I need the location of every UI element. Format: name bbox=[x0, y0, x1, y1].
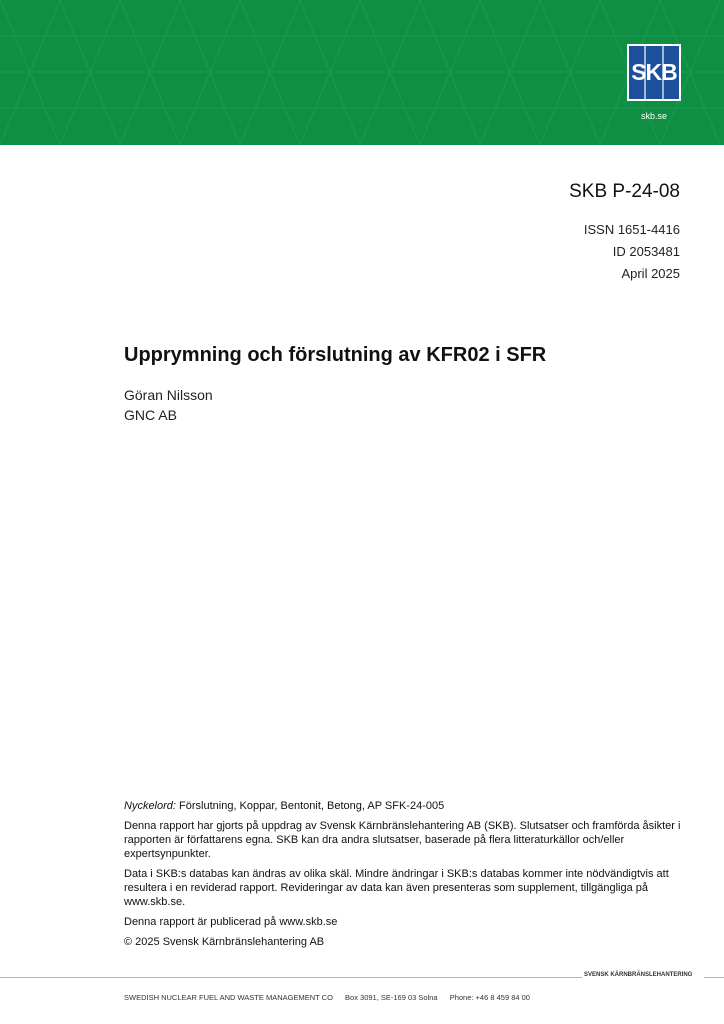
logo-url[interactable]: skb.se bbox=[640, 111, 667, 121]
author-name: Göran Nilsson bbox=[124, 387, 213, 403]
report-date: April 2025 bbox=[621, 266, 680, 281]
header-band bbox=[0, 0, 724, 145]
postal-address: Box 3091, SE-169 03 Solna bbox=[345, 993, 438, 1002]
skb-logo-mark bbox=[629, 46, 679, 99]
report-meta bbox=[584, 222, 680, 288]
bottom-divider bbox=[0, 977, 582, 978]
address-line bbox=[124, 993, 540, 1002]
author-company: GNC AB bbox=[124, 407, 177, 423]
org-caps: SVENSK KÄRNBRÄNSLEHANTERING bbox=[584, 972, 693, 978]
copyright: © 2025 Svensk Kärnbränslehantering AB bbox=[124, 936, 325, 948]
keywords-line bbox=[124, 799, 684, 813]
report-id: SKB P-24-08 bbox=[569, 181, 680, 202]
phone: Phone: +46 8 459 84 00 bbox=[449, 993, 530, 1002]
skb-logo[interactable] bbox=[627, 44, 681, 101]
bottom-divider-right bbox=[704, 977, 724, 978]
page-title: Upprymning och förslutning av KFR02 i SFR bbox=[124, 344, 547, 366]
header-pattern bbox=[0, 0, 724, 145]
disclaimer-paragraph: Denna rapport har gjorts på uppdrag av Svensk Kärnbränslehantering AB (SKB). Slutsatser och framförda åsikter i rapporten är författarens egna. SKB kan dra andra slutsatser, baserade på flera litteraturkällor och/eller expertsynpunkter. bbox=[124, 820, 681, 860]
company-en: SWEDISH NUCLEAR FUEL AND WASTE MANAGEMENT CO bbox=[124, 993, 333, 1002]
logo-text: SKB bbox=[631, 59, 677, 85]
doc-id: ID 2053481 bbox=[612, 244, 680, 259]
footer-block bbox=[124, 799, 684, 955]
logo-lines-icon bbox=[629, 46, 679, 99]
issn: ISSN 1651-4416 bbox=[583, 222, 680, 237]
authors bbox=[124, 386, 213, 426]
database-paragraph: Data i SKB:s databas kan ändras av olika skäl. Mindre ändringar i SKB:s databas kommer inte nödvändigtvis att resultera i en reviderad rapport. Revideringar av data kan även presenteras som supplement, tillgängliga på www.skb.se. bbox=[124, 868, 669, 908]
published-paragraph: Denna rapport är publicerad på www.skb.se bbox=[124, 916, 338, 928]
keywords-label: Nyckelord: bbox=[124, 800, 176, 812]
keywords: Förslutning, Koppar, Bentonit, Betong, AP SFK-24-005 bbox=[179, 800, 445, 812]
